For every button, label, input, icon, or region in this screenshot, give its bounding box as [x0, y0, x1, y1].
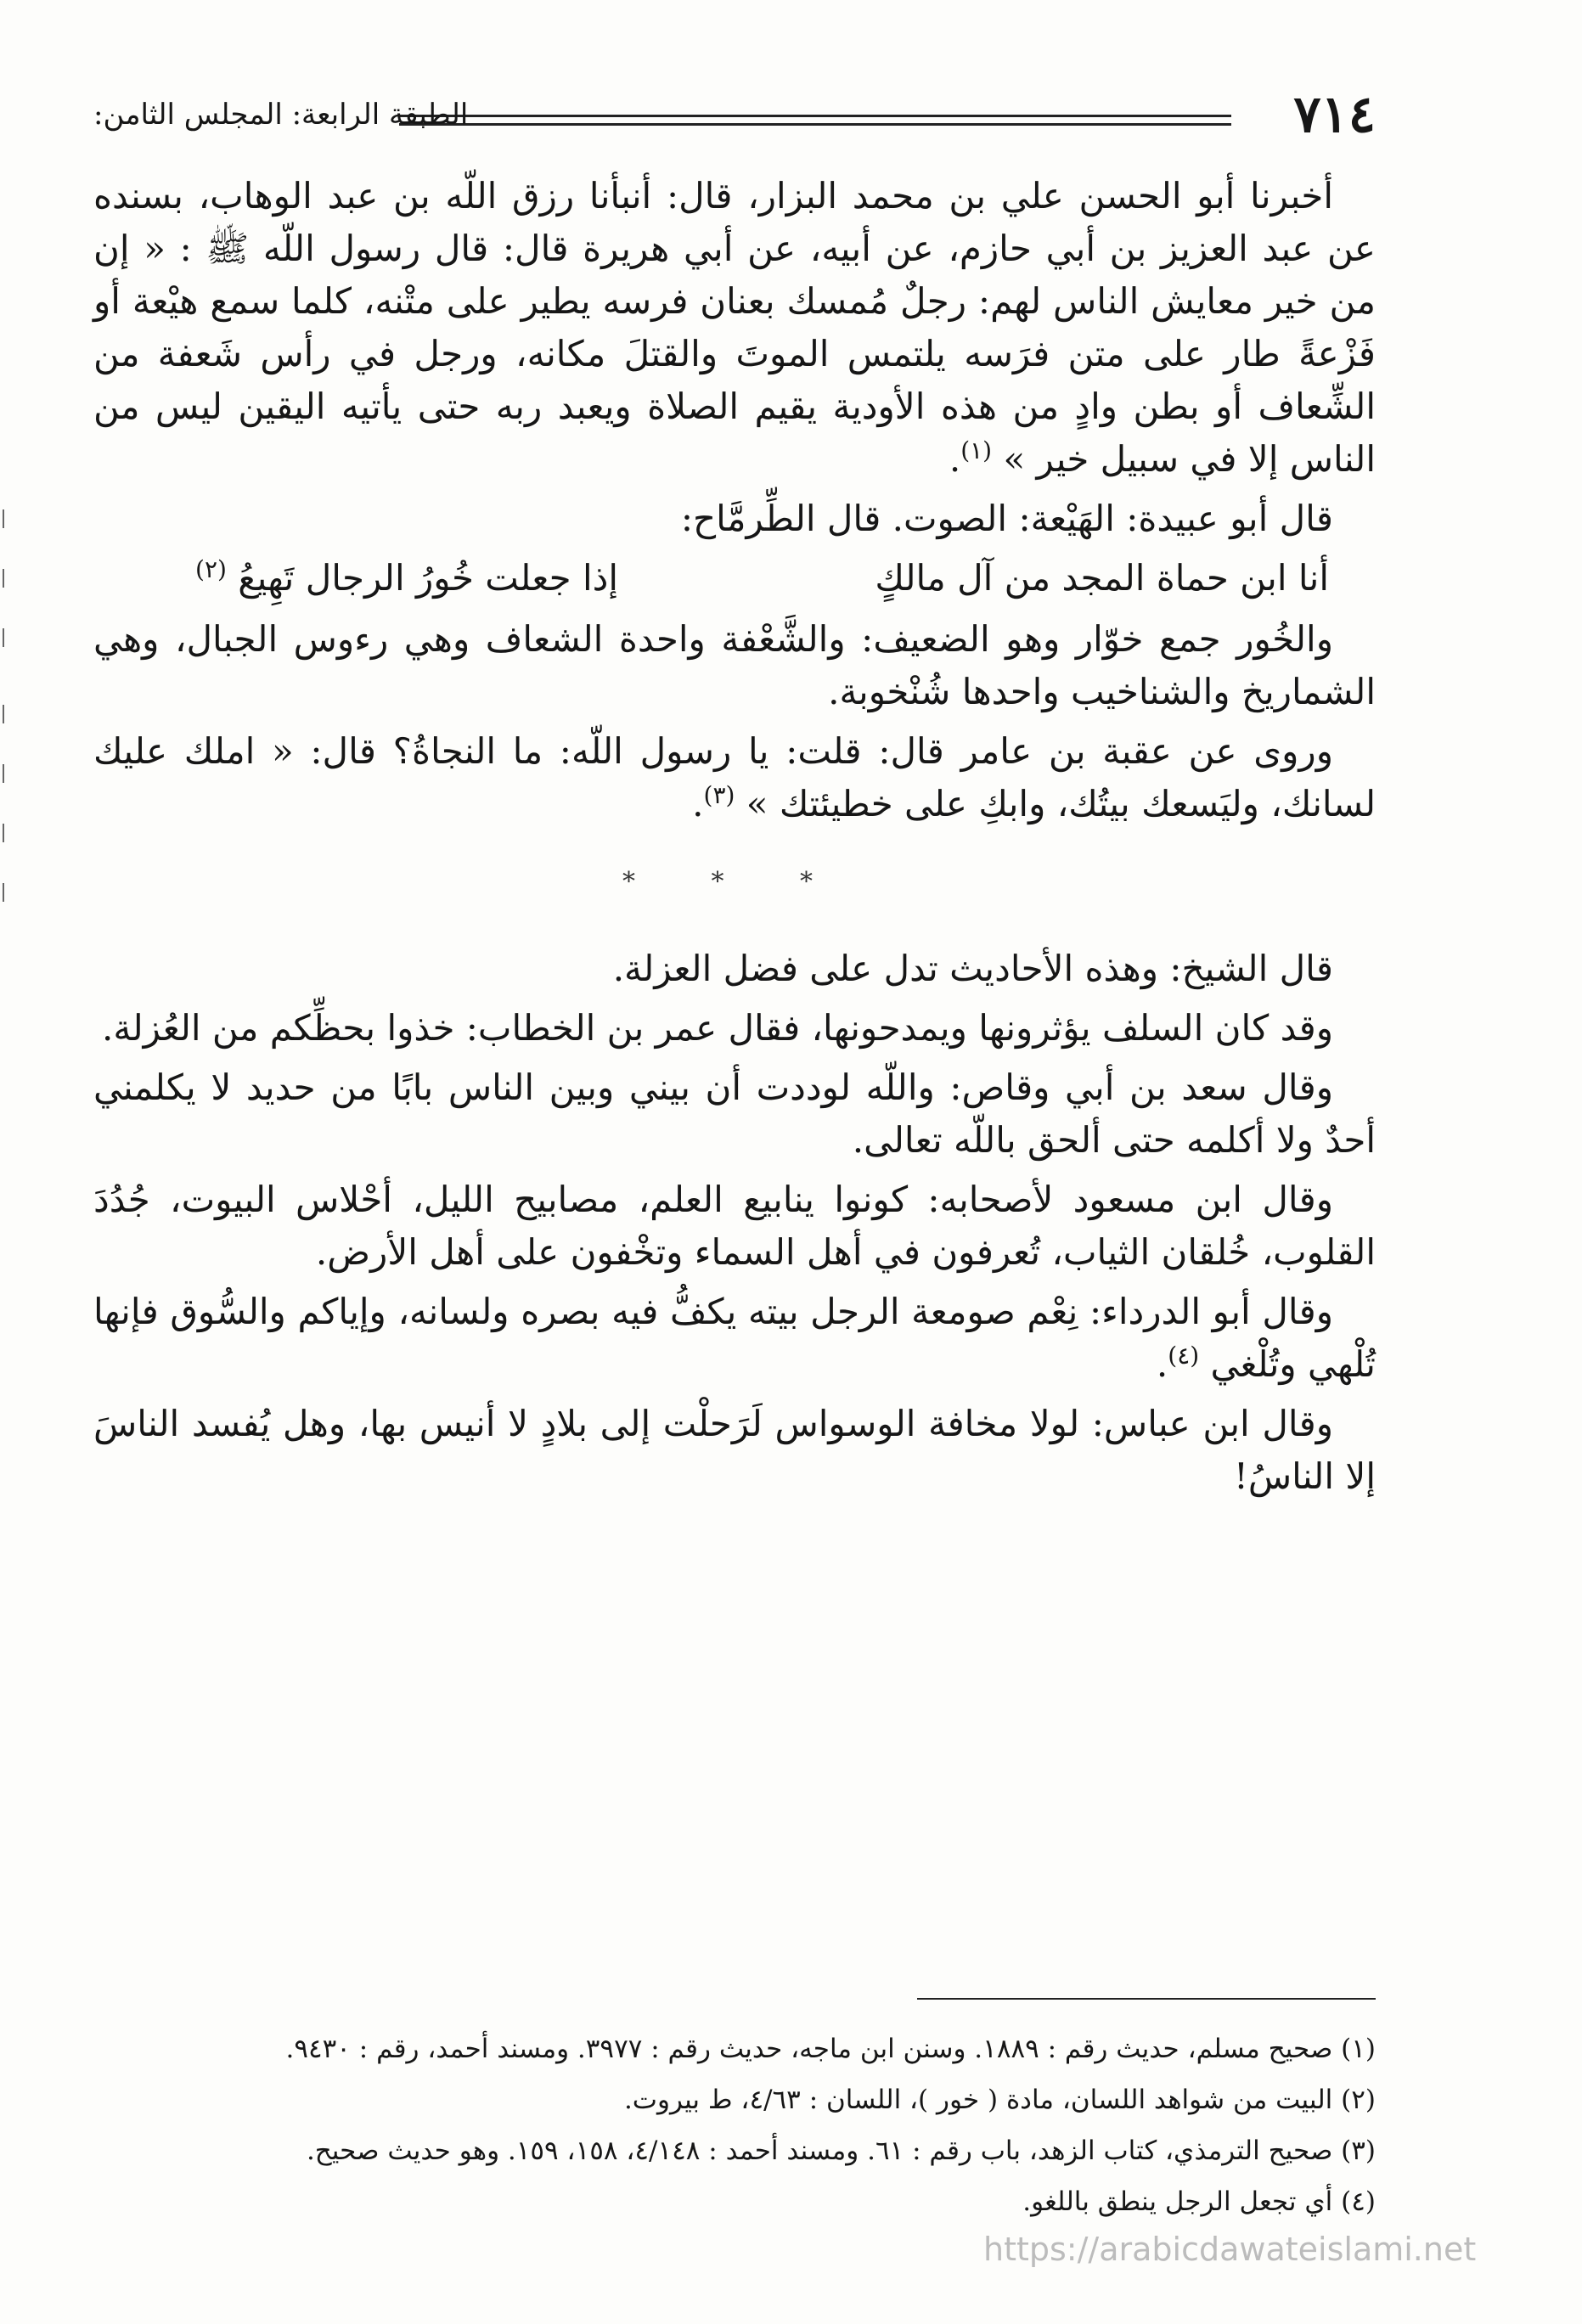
footnote-rule	[917, 1998, 1376, 2000]
paragraph: وقال ابن عباس: لولا مخافة الوسواس لَرَحلْت إلى بلادٍ لا أنيس بها، وهل يُفسد الناسَ إلا الناسُ!	[93, 1403, 1376, 1497]
watermark-url: https://arabicdawateislami.net	[983, 2231, 1477, 2268]
footnote-ref: (٢)	[195, 555, 227, 583]
page-header	[93, 85, 1376, 157]
footnote-ref: (٣)	[703, 781, 735, 809]
footnote-ref: (١)	[960, 436, 993, 464]
paragraph: قال الشيخ: وهذه الأحاديث تدل على فضل العزلة.	[612, 948, 1333, 989]
verse-second-hemistich: إذا جعلت خُورُ الرجال تَهِيعُ $^{(٢)}$	[195, 555, 619, 599]
footnotes	[93, 2023, 1376, 2227]
paragraph: وقال سعد بن أبي وقاص: واللّه لوددت أن بيني وبين الناس بابًا من حديد لا يكلمني أحدٌ ولا أكلمه حتى ألحق باللّه تعالى.	[93, 1066, 1376, 1161]
page-number: ٧١٤	[1293, 85, 1376, 144]
footnote: (٤) أي تجعل الرجل ينطق باللغو.	[1022, 2186, 1376, 2217]
paragraph: قال أبو عبيدة: الهَيْعة: الصوت. قال الطِّرمَّاح:	[680, 498, 1333, 539]
footnote: (١) صحيح مسلم، حديث رقم : ١٨٨٩. وسنن ابن ماجه، حديث رقم : ٣٩٧٧. ومسند أحمد، رقم : ٩٤٣٠.	[285, 2034, 1376, 2064]
footnote-ref: (٤)	[1168, 1342, 1200, 1370]
scan-edge-marks	[0, 509, 8, 900]
paragraph: أخبرنا أبو الحسن علي بن محمد البزار، قال: أنبأنا رزق اللّه بن عبد الوهاب، بسنده عن عبد العزيز بن أبي حازم، عن أبيه، عن أبي هريرة قال: قال رسول اللّه ﷺ : « إن من خير معايش الناس لهم: رجلٌ مُمسك بعنان فرسه يطير على متْنه، كلما سمع هيْعة أو فَزْعةً طار على متن فرَسه يلتمس الموتَ والقتلَ مكانه، ورجل في رأس شَعفة من الشِّعاف أو بطن وادٍ من هذه الأودية يقيم الصلاة ويعبد ربه حتى يأتيه اليقين ليس من الناس إلا في سبيل خير » $^{(١)}$.	[93, 175, 1376, 480]
poem-verse	[93, 552, 1376, 605]
paragraph: وقال أبو الدرداء: نِعْم صومعة الرجل بيته يكفُّ فيه بصره ولسانه، وإياكم والسُّوق فإنها تُلْهي وتُلْغي $^{(٤)}$.	[93, 1291, 1376, 1385]
footnote: (٣) صحيح الترمذي، كتاب الزهد، باب رقم : ٦١. ومسند أحمد : ٤/١٤٨، ١٥٨، ١٥٩. وهو حديث صحيح.	[306, 2135, 1376, 2166]
verse-first-hemistich: أنا ابن حماة المجد من آل مالكٍ	[875, 557, 1329, 599]
header-rule	[399, 115, 1231, 126]
body-text	[93, 170, 1376, 1510]
running-title: الطبقة الرابعة: المجلس الثامن:	[93, 98, 469, 132]
section-separator: * * *	[622, 867, 847, 897]
book-page	[93, 85, 1376, 2297]
paragraph: وقال ابن مسعود لأصحابه: كونوا ينابيع العلم، مصابيح الليل، أحْلاس البيوت، جُدُدَ القلوب، خُلقان الثياب، تُعرفون في أهل السماء وتخْفون على أهل الأرض.	[93, 1179, 1376, 1273]
footnote: (٢) البيت من شواهد اللسان، مادة ( خور )، اللسان : ٤/٦٣، ط بيروت.	[623, 2085, 1376, 2115]
paragraph: وقد كان السلف يؤثرونها ويمدحونها، فقال عمر بن الخطاب: خذوا بحظِّكم من العُزلة.	[101, 1007, 1333, 1049]
paragraph: وروى عن عقبة بن عامر قال: قلت: يا رسول اللّه: ما النجاةُ؟ قال: « املك عليك لسانك، وليَسعك بيتُك، وابكِ على خطيئتك » $^{(٣)}$.	[93, 730, 1376, 824]
paragraph: والخُور جمع خوّار وهو الضعيف: والشَّعْفة واحدة الشعاف وهي رءوس الجبال، وهي الشماريخ والشناخيب واحدها شُنْخوبة.	[93, 618, 1376, 712]
